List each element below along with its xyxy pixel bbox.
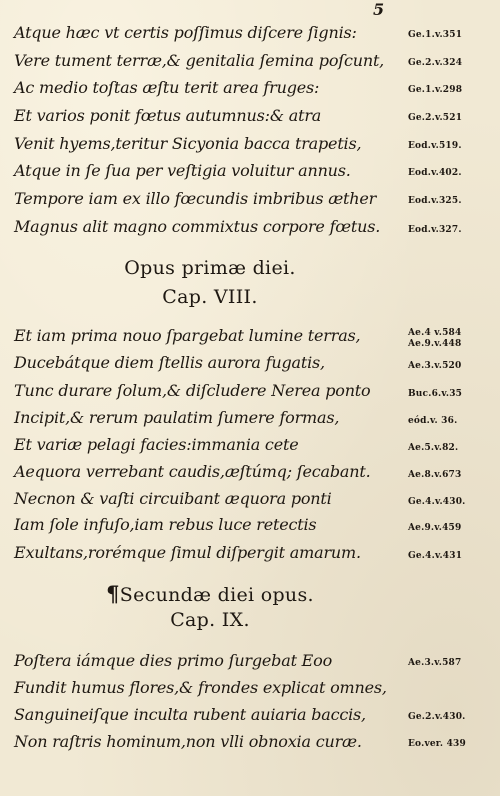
verse-line: Tunc durare ſolum,& diſcludere Nerea ponto: [14, 381, 371, 400]
verse-reference: Eod.v.519.: [408, 141, 462, 151]
verse-reference: Ae.3.v.520: [408, 361, 462, 371]
verse-line: Atque hæc vt certis poſſimus diſcere ſignis:: [14, 23, 357, 42]
verse-reference: Ge.2.v.521: [408, 113, 463, 123]
verse-line: Aequora verrebant caudis,æſtúmq; ſecabant.: [14, 462, 371, 481]
verse-reference: Ge.4.v.431: [408, 551, 463, 561]
verse-line: Atque in ſe ſua per veſtigia voluitur annus.: [14, 161, 351, 180]
section-title: Opus primæ diei.: [124, 257, 296, 279]
verse-reference: Ge.2.v.430.: [408, 712, 466, 722]
verse-line: Fundit humus flores,& frondes explicat omnes,: [14, 678, 387, 697]
verse-line: Incipit,& rerum paulatim ſumere formas,: [14, 408, 340, 427]
verse-reference: Buc.6.v.35: [408, 389, 463, 399]
chapter-label: Cap. VIII.: [162, 286, 258, 308]
verse-line: Ac medio toſtas æſtu terit area fruges:: [14, 78, 320, 97]
verse-reference: Ae.5.v.82.: [408, 443, 459, 453]
verse-reference: Eo.ver. 439: [408, 739, 466, 749]
verse-reference: Ge.4.v.430.: [408, 497, 466, 507]
verse-reference: Ge.2.v.324: [408, 58, 463, 68]
verse-line: Et variæ pelagi facies:immania cete: [14, 435, 299, 454]
pilcrow-mark: ¶: [106, 581, 120, 606]
verse-reference: Eod.v.325.: [408, 196, 462, 206]
verse-reference: Ae.4 v.584: [408, 328, 462, 338]
verse-reference: eód.v. 36.: [408, 416, 458, 426]
verse-line: Iam ſole infuſo,iam rebus luce retectis: [14, 515, 317, 534]
verse-reference: Eod.v.402.: [408, 168, 462, 178]
verse-line: Vere tument terræ,& genitalia ſemina poſcunt,: [14, 51, 385, 70]
chapter-label: Cap. IX.: [170, 609, 250, 631]
verse-reference: Eod.v.327.: [408, 225, 462, 235]
verse-line: Ducebátque diem ſtellis aurora fugatis,: [14, 353, 325, 372]
verse-line: Non raſtris hominum,non vlli obnoxia curæ.: [14, 732, 362, 751]
verse-reference: Ae.3.v.587: [408, 658, 462, 668]
verse-reference: Ae.8.v.673: [408, 470, 462, 480]
verse-line: Tempore iam ex illo fœcundis imbribus æther: [14, 189, 377, 208]
verse-line: Exultans,rorémque ſimul diſpergit amarum.: [14, 543, 361, 562]
verse-reference: Ge.1.v.351: [408, 30, 463, 40]
verse-line: Necnon & vaſti circuibant æquora ponti: [14, 489, 332, 508]
section-title-text: Secundæ diei opus.: [119, 584, 314, 606]
verse-line: Et iam prima nouo ſpargebat lumine terras,: [14, 326, 361, 345]
verse-reference: Ge.1.v.298: [408, 85, 463, 95]
verse-line: Magnus alit magno commixtus corpore fœtus.: [14, 217, 381, 236]
verse-line: Poſtera iámque dies primo ſurgebat Eoo: [14, 651, 333, 670]
verse-line: Sanguineiſque inculta rubent auiaria baccis,: [14, 705, 366, 724]
verse-line: Venit hyems,teritur Sicyonia bacca trapetis,: [14, 134, 362, 153]
verse-reference: Ae.9.v.448: [408, 339, 462, 349]
verse-line: Et varios ponit fœtus autumnus:& atra: [14, 106, 322, 125]
section-title: [0, 582, 420, 607]
verse-reference: Ae.9.v.459: [408, 523, 462, 533]
page-number: 5: [373, 0, 385, 19]
